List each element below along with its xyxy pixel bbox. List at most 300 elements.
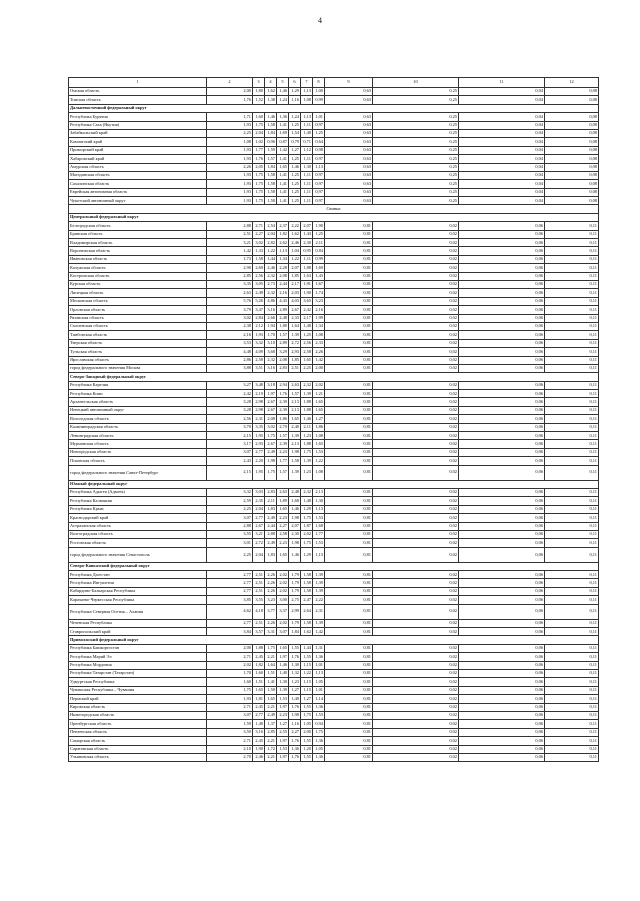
region-name-cell: Белгородская область [69, 222, 207, 230]
region-name-cell: Астраханская область [69, 522, 207, 530]
value-cell-col3: 2,12 [253, 322, 265, 330]
region-name-cell: Республика Крым [69, 505, 207, 513]
value-cell-col2: 1,93 [207, 695, 253, 703]
value-cell-col4: 1,37 [265, 720, 277, 728]
value-cell-col4: 3,31 [265, 628, 277, 636]
value-cell-col11: 0,06 [459, 497, 545, 505]
region-name-cell: Ставропольский край [69, 628, 207, 636]
col-header-4: 4 [265, 78, 277, 88]
table-row [69, 155, 599, 163]
table-row [69, 356, 599, 364]
region-name-cell: Смоленская область [69, 322, 207, 330]
region-name-cell: Саратовская область [69, 745, 207, 753]
value-cell-col3: 1,95 [253, 465, 265, 480]
value-cell-col6: 1,98 [289, 539, 301, 547]
value-cell-col6: 1,36 [289, 745, 301, 753]
value-cell-col9: 0,63 [325, 138, 373, 146]
value-cell-col8: 1,27 [313, 415, 325, 423]
value-cell-col11: 0,04 [459, 188, 545, 196]
value-cell-col5: 2,23 [277, 448, 289, 456]
value-cell-col10: 0,02 [373, 398, 459, 406]
value-cell-col2: 2,86 [207, 356, 253, 364]
value-cell-col5: 2,16 [277, 289, 289, 297]
value-cell-col4: 1,58 [265, 121, 277, 129]
table-row [69, 711, 599, 719]
value-cell-col2: 2,56 [207, 415, 253, 423]
value-cell-col12: 0,11 [545, 432, 599, 440]
value-cell-col2: 2,00 [207, 644, 253, 652]
value-cell-col12: 0,11 [545, 406, 599, 414]
value-cell-col9: 0,81 [325, 406, 373, 414]
value-cell-col7: 1,12 [301, 146, 313, 154]
value-cell-col4: 2,83 [265, 488, 277, 496]
value-cell-col3: 2,20 [253, 457, 265, 465]
value-cell-col8: 1,39 [313, 619, 325, 627]
value-cell-col7: 1,75 [301, 448, 313, 456]
col-header-9: 9 [325, 78, 373, 88]
value-cell-col2: 3,01 [207, 539, 253, 547]
value-cell-col8: 1,14 [313, 695, 325, 703]
value-cell-col3: 1,33 [253, 247, 265, 255]
coefficients-table [68, 77, 599, 762]
table-row [69, 314, 599, 322]
value-cell-col6: 2,63 [289, 381, 301, 389]
value-cell-col4: 3,16 [265, 364, 277, 372]
region-name-cell: Ненецкий автономный округ [69, 406, 207, 414]
value-cell-col2: 2,71 [207, 703, 253, 711]
value-cell-col11: 0,06 [459, 530, 545, 538]
value-cell-col6: 2,72 [289, 339, 301, 347]
value-cell-col4: 1,83 [265, 505, 277, 513]
value-cell-col11: 0,06 [459, 695, 545, 703]
value-cell-col9: 0,63 [325, 155, 373, 163]
value-cell-col6: 2,33 [289, 314, 301, 322]
region-name-cell: Архангельская область [69, 398, 207, 406]
value-cell-col12: 0,11 [545, 728, 599, 736]
value-cell-col3: 1,75 [253, 197, 265, 205]
value-cell-col8: 1,43 [313, 272, 325, 280]
region-name-cell: Ульяновская область [69, 753, 207, 761]
value-cell-col3: 2,72 [253, 539, 265, 547]
value-cell-col4: 1,84 [265, 163, 277, 171]
region-name-cell: Орловская область [69, 306, 207, 314]
value-cell-col12: 0,08 [545, 171, 599, 179]
value-cell-col2: 2,77 [207, 619, 253, 627]
value-cell-col8: 2,31 [313, 604, 325, 619]
table-row [69, 398, 599, 406]
value-cell-col11: 0,06 [459, 678, 545, 686]
value-cell-col10: 0,02 [373, 239, 459, 247]
section-header-row [69, 636, 599, 644]
value-cell-col2: 1,93 [207, 121, 253, 129]
value-cell-col10: 0,02 [373, 247, 459, 255]
region-name-cell: Владимирская область [69, 239, 207, 247]
value-cell-col5: 1,41 [277, 188, 289, 196]
value-cell-col3: 2,51 [253, 619, 265, 627]
value-cell-col3: 2,27 [253, 230, 265, 238]
value-cell-col11: 0,06 [459, 314, 545, 322]
value-cell-col9: 0,63 [325, 180, 373, 188]
value-cell-col7: 2,17 [301, 314, 313, 322]
value-cell-col6: 1,29 [289, 88, 301, 96]
table-row [69, 280, 599, 288]
value-cell-col8: 0,94 [313, 720, 325, 728]
value-cell-col11: 0,06 [459, 239, 545, 247]
value-cell-col2: 1,73 [207, 255, 253, 263]
value-cell-col4: 2,21 [265, 753, 277, 761]
value-cell-col11: 0,06 [459, 619, 545, 627]
value-cell-col4: 1,94 [265, 322, 277, 330]
value-cell-col4: 1,98 [265, 457, 277, 465]
value-cell-col12: 0,11 [545, 222, 599, 230]
table-row [69, 239, 599, 247]
value-cell-col11: 0,04 [459, 180, 545, 188]
value-cell-col4: 1,51 [265, 670, 277, 678]
value-cell-col4: 2,21 [265, 703, 277, 711]
table-row [69, 138, 599, 146]
region-name-cell: Омская область [69, 88, 207, 96]
value-cell-col11: 0,04 [459, 138, 545, 146]
value-cell-col4: 2,08 [265, 415, 277, 423]
value-cell-col7: 1,11 [301, 155, 313, 163]
value-cell-col12: 0,11 [545, 448, 599, 456]
value-cell-col4: 2,46 [265, 264, 277, 272]
value-cell-col6: 1,62 [289, 230, 301, 238]
value-cell-col7: 1,58 [301, 619, 313, 627]
value-cell-col6: 1,46 [289, 163, 301, 171]
region-name-cell: Оренбургская область [69, 720, 207, 728]
value-cell-col10: 0,02 [373, 322, 459, 330]
table-body [69, 88, 599, 762]
col-header-10: 10 [373, 78, 459, 88]
region-name-cell: Магаданская область [69, 171, 207, 179]
region-name-cell: Калининградская область [69, 423, 207, 431]
value-cell-col11: 0,06 [459, 264, 545, 272]
value-cell-col9: 0,81 [325, 239, 373, 247]
value-cell-col9: 0,81 [325, 505, 373, 513]
value-cell-col3: 1,52 [253, 96, 265, 104]
value-cell-col7: 1,29 [301, 505, 313, 513]
value-cell-col2: 3,28 [207, 406, 253, 414]
region-name-cell: Республика Калмыкия [69, 497, 207, 505]
value-cell-col9: 0,63 [325, 197, 373, 205]
value-cell-col12: 0,11 [545, 514, 599, 522]
table-row [69, 604, 599, 619]
value-cell-col4: 4,86 [265, 297, 277, 305]
value-cell-col7: 2,25 [301, 364, 313, 372]
value-cell-col6: 1,46 [289, 505, 301, 513]
value-cell-col3: 1,02 [253, 138, 265, 146]
value-cell-col8: 1,13 [313, 670, 325, 678]
value-cell-col3: 1,81 [253, 695, 265, 703]
value-cell-col5: 2,58 [277, 530, 289, 538]
value-cell-col6: 2,67 [289, 306, 301, 314]
value-cell-col3: 2,45 [253, 653, 265, 661]
value-cell-col11: 0,06 [459, 415, 545, 423]
value-cell-col6: 1,76 [289, 703, 301, 711]
value-cell-col7: 1,39 [301, 390, 313, 398]
col-header-1: 1 [69, 78, 207, 88]
value-cell-col2: 2,88 [207, 522, 253, 530]
value-cell-col9: 0,81 [325, 381, 373, 389]
value-cell-col7: 1,30 [301, 163, 313, 171]
value-cell-col3: 3,35 [253, 423, 265, 431]
value-cell-col9: 0,81 [325, 628, 373, 636]
region-name-cell: Тульская область [69, 348, 207, 356]
col-header-12: 12 [545, 78, 599, 88]
value-cell-col8: 1,30 [313, 497, 325, 505]
value-cell-col9: 0,63 [325, 88, 373, 96]
value-cell-col2: 2,15 [207, 465, 253, 480]
value-cell-col11: 0,04 [459, 88, 545, 96]
table-row [69, 745, 599, 753]
value-cell-col8: 0,97 [313, 121, 325, 129]
value-cell-col3: 2,19 [253, 390, 265, 398]
table-row [69, 695, 599, 703]
value-cell-col2: 3,21 [207, 239, 253, 247]
value-cell-col6: 1,79 [289, 579, 301, 587]
value-cell-col4: 2,26 [265, 571, 277, 579]
value-cell-col7: 2,00 [301, 728, 313, 736]
region-name-cell: Республика Саха (Якутия) [69, 121, 207, 129]
value-cell-col7: 1,75 [301, 539, 313, 547]
value-cell-col5: 2,23 [277, 711, 289, 719]
value-cell-col7: 2,56 [301, 339, 313, 347]
table-row [69, 753, 599, 761]
value-cell-col8: 1,99 [313, 314, 325, 322]
value-cell-col9: 0,81 [325, 306, 373, 314]
value-cell-col3: 1,95 [253, 432, 265, 440]
value-cell-col10: 0,02 [373, 579, 459, 587]
value-cell-col11: 0,06 [459, 644, 545, 652]
value-cell-col12: 0,11 [545, 497, 599, 505]
value-cell-col4: 3,23 [265, 596, 277, 604]
table-row [69, 653, 599, 661]
table-row [69, 571, 599, 579]
value-cell-col4: 1,58 [265, 180, 277, 188]
value-cell-col2: 2,63 [207, 289, 253, 297]
value-cell-col5: 1,24 [277, 96, 289, 104]
value-cell-col6: 1,27 [289, 146, 301, 154]
value-cell-col12: 0,11 [545, 272, 599, 280]
value-cell-col6: 1,57 [289, 390, 301, 398]
section-title: Южный федеральный округ [69, 480, 599, 488]
value-cell-col10: 0,02 [373, 619, 459, 627]
value-cell-col2: 3,88 [207, 364, 253, 372]
coefficients-table-container [68, 77, 598, 762]
value-cell-col12: 0,11 [545, 737, 599, 745]
value-cell-col3: 1,75 [253, 180, 265, 188]
region-name-cell: город федерального значения Москва [69, 364, 207, 372]
value-cell-col12: 0,11 [545, 670, 599, 678]
value-cell-col11: 0,06 [459, 297, 545, 305]
value-cell-col4: 1,44 [265, 255, 277, 263]
value-cell-col4: 1,84 [265, 129, 277, 137]
value-cell-col5: 1,42 [277, 146, 289, 154]
value-cell-col4: 2,67 [265, 406, 277, 414]
value-cell-col6: 2,27 [289, 728, 301, 736]
region-name-cell: Республика Мордовия [69, 661, 207, 669]
value-cell-col10: 0,02 [373, 497, 459, 505]
value-cell-col12: 0,11 [545, 703, 599, 711]
value-cell-col5: 1,53 [277, 745, 289, 753]
value-cell-col4: 1,38 [265, 96, 277, 104]
value-cell-col8: 1,53 [313, 539, 325, 547]
value-cell-col8: 1,01 [313, 113, 325, 121]
value-cell-col5: 3,29 [277, 348, 289, 356]
value-cell-col6: 2,03 [289, 289, 301, 297]
value-cell-col5: 1,97 [277, 653, 289, 661]
value-cell-col3: 1,76 [253, 155, 265, 163]
value-cell-col9: 0,81 [325, 695, 373, 703]
region-name-cell: Волгоградская область [69, 530, 207, 538]
value-cell-col4: 3,77 [265, 604, 277, 619]
table-row [69, 587, 599, 595]
table-row [69, 619, 599, 627]
value-cell-col11: 0,06 [459, 457, 545, 465]
region-name-cell: Новгородская область [69, 448, 207, 456]
value-cell-col12: 0,11 [545, 695, 599, 703]
value-cell-col8: 1,25 [313, 230, 325, 238]
value-cell-col10: 0,25 [373, 171, 459, 179]
value-cell-col5: 2,63 [277, 488, 289, 496]
value-cell-col7: 1,75 [301, 711, 313, 719]
table-row [69, 505, 599, 513]
value-cell-col10: 0,02 [373, 423, 459, 431]
value-cell-col4: 0,96 [265, 138, 277, 146]
value-cell-col11: 0,06 [459, 579, 545, 587]
value-cell-col10: 0,02 [373, 678, 459, 686]
value-cell-col5: 1,65 [277, 505, 289, 513]
value-cell-col8: 1,86 [313, 423, 325, 431]
value-cell-col7: 1,58 [301, 579, 313, 587]
value-cell-col12: 0,11 [545, 711, 599, 719]
value-cell-col8: 0,64 [313, 138, 325, 146]
value-cell-col5: 1,57 [277, 432, 289, 440]
table-row [69, 514, 599, 522]
value-cell-col10: 0,02 [373, 339, 459, 347]
value-cell-col9: 0,81 [325, 448, 373, 456]
region-name-cell: Нижегородская область [69, 711, 207, 719]
value-cell-col8: 1,08 [313, 432, 325, 440]
value-cell-col4: 2,54 [265, 222, 277, 230]
value-cell-col11: 0,04 [459, 121, 545, 129]
value-cell-col8: 0,97 [313, 197, 325, 205]
value-cell-col2: 2,71 [207, 737, 253, 745]
value-cell-col7: 0,95 [301, 247, 313, 255]
value-cell-col10: 0,02 [373, 314, 459, 322]
value-cell-col2: 3,35 [207, 280, 253, 288]
value-cell-col4: 1,70 [265, 331, 277, 339]
value-cell-col5: 2,62 [277, 239, 289, 247]
section-title: Приволжский федеральный округ [69, 636, 599, 644]
value-cell-col9: 0,81 [325, 432, 373, 440]
value-cell-col11: 0,06 [459, 306, 545, 314]
value-cell-col6: 1,22 [289, 255, 301, 263]
value-cell-col5: 2,37 [277, 222, 289, 230]
value-cell-col3: 1,75 [253, 121, 265, 129]
value-cell-col8: 1,39 [313, 587, 325, 595]
value-cell-col2: 5,76 [207, 297, 253, 305]
value-cell-col6: 1,25 [289, 180, 301, 188]
value-cell-col12: 0,11 [545, 356, 599, 364]
value-cell-col7: 2,30 [301, 239, 313, 247]
value-cell-col10: 0,02 [373, 745, 459, 753]
value-cell-col10: 0,02 [373, 695, 459, 703]
value-cell-col4: 1,58 [265, 197, 277, 205]
region-name-cell: Краснодарский край [69, 514, 207, 522]
value-cell-col5: 2,94 [277, 381, 289, 389]
value-cell-col2: 2,43 [207, 457, 253, 465]
value-cell-col10: 0,02 [373, 753, 459, 761]
value-cell-col9: 0,81 [325, 497, 373, 505]
value-cell-col11: 0,06 [459, 571, 545, 579]
value-cell-col4: 2,49 [265, 448, 277, 456]
value-cell-col12: 0,11 [545, 390, 599, 398]
value-cell-col11: 0,06 [459, 596, 545, 604]
table-row [69, 720, 599, 728]
value-cell-col11: 0,06 [459, 465, 545, 480]
value-cell-col8: 1,68 [313, 522, 325, 530]
value-cell-col8: 1,53 [313, 711, 325, 719]
value-cell-col8: 0,97 [313, 171, 325, 179]
value-cell-col12: 0,08 [545, 138, 599, 146]
value-cell-col8: 0,97 [313, 188, 325, 196]
table-row [69, 171, 599, 179]
value-cell-col10: 0,02 [373, 571, 459, 579]
value-cell-col3: 1,58 [253, 255, 265, 263]
value-cell-col6: 1,25 [289, 197, 301, 205]
value-cell-col2: 1,93 [207, 155, 253, 163]
region-name-cell: город федерального значения Санкт-Петербург [69, 465, 207, 480]
value-cell-col10: 0,02 [373, 596, 459, 604]
value-cell-col3: 2,05 [253, 163, 265, 171]
value-cell-col12: 0,11 [545, 530, 599, 538]
table-row [69, 339, 599, 347]
value-cell-col3: 3,16 [253, 728, 265, 736]
table-row [69, 247, 599, 255]
value-cell-col7: 1,88 [301, 440, 313, 448]
value-cell-col2: 4,48 [207, 348, 253, 356]
value-cell-col3: 3,03 [253, 488, 265, 496]
value-cell-col12: 0,08 [545, 113, 599, 121]
value-cell-col2: 2,15 [207, 432, 253, 440]
value-cell-col5: 1,77 [277, 457, 289, 465]
value-cell-col8: 1,65 [313, 440, 325, 448]
value-cell-col2: 3,07 [207, 448, 253, 456]
value-cell-col3: 2,84 [253, 314, 265, 322]
value-cell-col10: 0,02 [373, 670, 459, 678]
value-cell-col7: 1,40 [301, 129, 313, 137]
value-cell-col4: 2,82 [265, 239, 277, 247]
value-cell-col12: 0,08 [545, 163, 599, 171]
table-row [69, 596, 599, 604]
value-cell-col9: 0,81 [325, 297, 373, 305]
value-cell-col9: 0,81 [325, 331, 373, 339]
value-cell-col2: 3,84 [207, 628, 253, 636]
value-cell-col9: 0,81 [325, 530, 373, 538]
table-row [69, 457, 599, 465]
value-cell-col9: 0,81 [325, 711, 373, 719]
value-cell-col4: 1,75 [265, 465, 277, 480]
value-cell-col11: 0,06 [459, 587, 545, 595]
value-cell-col8: 0,97 [313, 155, 325, 163]
value-cell-col5: 1,57 [277, 331, 289, 339]
value-cell-col6: 1,30 [289, 661, 301, 669]
value-cell-col9: 0,81 [325, 644, 373, 652]
value-cell-col5: 1,34 [277, 255, 289, 263]
value-cell-col7: 1,13 [301, 88, 313, 96]
